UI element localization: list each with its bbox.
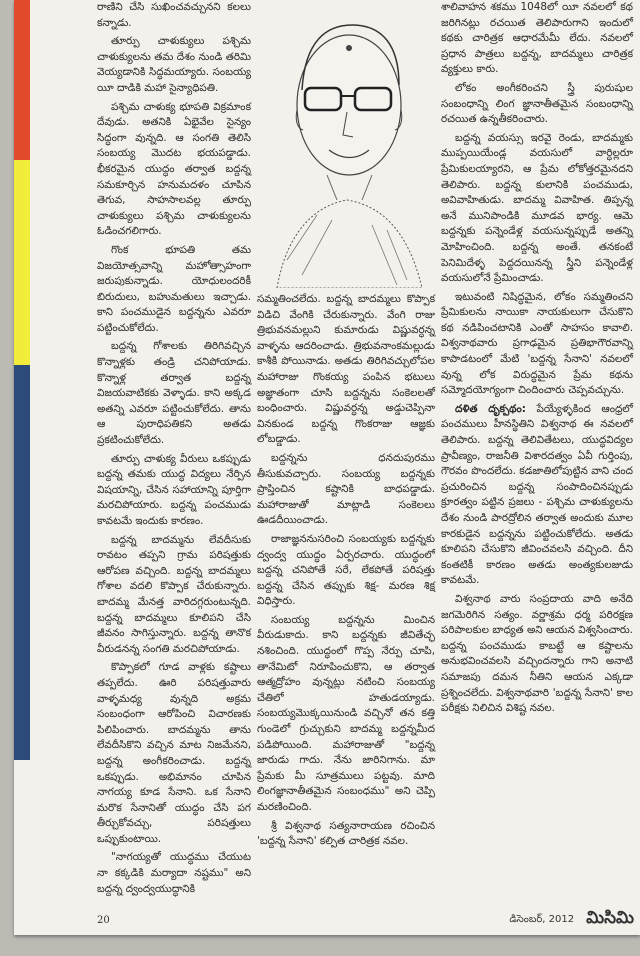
paragraph bbox=[441, 402, 633, 589]
paragraph: కొప్పాకలో గూడ వాళ్లకు కష్టాలు తప్పలేదు. ఊరి పరిషత్తువారు వాళ్ళమధ్య వున్నది అక్రమ సంబంధంగా ఆరోపించి విచారణకు పిలిపించారు. బాదమ్మను తాను లేవదీసికొని వచ్చిన మాట నిజమేనని, బద్దన్న అంగీకరించాడు. బద్దన్న ఒకప్పుడు. అభిమానం చూపిన నాగయ్య కూడ సేనాని. ఒక సేనాని మరొక సేనానితో యుద్ధం చేసి పగ తీర్చుకోవచ్చు, పరిషత్తులు ఒప్పుకుంటాయి. bbox=[97, 661, 251, 845]
color-strip-yellow bbox=[14, 160, 30, 365]
section-heading: దళిత దృక్పథం: bbox=[455, 402, 526, 415]
page-footer bbox=[97, 908, 634, 932]
paragraph: బద్దన్నను ధనదుపురము తీసుకువచ్చారు. సంబయ్య బద్దన్నకు ప్రాప్తించిన కష్టానికి బాధపడ్డాడు. మహారాజుతో మాట్లాడి సంకెలలు ఊడదీయించాడు. bbox=[257, 451, 435, 527]
paragraph: బద్దన్న వయస్సు ఇరవై రెండు, బాదమ్మకు ముప్పయియేండ్ల వయసులో వార్ధిల్లరూ ప్రేమికులయ్యారని, ఆ ప్రేమ లోకోత్తరమైనదని తెలిపారు. బద్దన్న కులానికి పంచముడు, అవివాహితుడు. బాదమ్మ వివాహిత. తిప్పన్న అనే మునిపాండికి మూడవ భార్య. ఆమె బద్దన్నకు పన్నెండేళ్ల వయసున్నప్పుడే అతన్ని మోహించింది. బద్దన్న అంతే. తనకంటే పెనిమిదేళ్ళ పెద్దదయినన్న స్త్రీని పన్నెండేళ్ల వయసులోనే ప్రేమించాడు. bbox=[441, 131, 633, 285]
paragraph: రాజాజ్ఞననుసరించి సంబయ్యకు బద్దన్నకు ద్వంద్వ యుద్ధం ఏర్పరచారు. యుద్ధంలో బద్దన్న చనిపోతే సరే, లేకపోతే పరిషత్తు బద్దన్న చేసిన తప్పుకు శిక్ష- మరణ శిక్ష విధిస్తారు. bbox=[257, 532, 435, 608]
paragraph: తూర్పు చాళుక్య వీరులు ఒకప్పుడు బద్దన్న తమకు యుద్ధ విద్యలు నేర్పిన విషయాన్ని, చేసిన సహాయాన్ని పూర్తిగా మరచిపోయారు. బద్దన్న పంచముడు కావటమే ఇందుకు కారణం. bbox=[97, 452, 251, 527]
paragraph: శాలివాహన శకము 1048లో యీ నవలలో కథ జరిగినట్లు రచయిత తెలిపారుగాని ఇందులో కథకు చారిత్రక ఆధారమేమీ లేదు. నవలలో ప్రధాన పాత్రలు బద్దన్న, బాదమ్మలు చారిత్రక వ్యక్తులు కారు. bbox=[441, 1, 633, 76]
paragraph: బద్దన్న బాదమ్మను లేవదీసుకు రావటం తప్పని గ్రామ పరిషత్తుకు ఆరోపణ వచ్చింది. బద్దన్న బాదమ్మలు గోశాల వదలి కొప్పాక చేరుకున్నారు. బాదమ్మ మేనత్త వారిదగ్గరుంటున్నది. బద్దన్న బాదమ్మలు కూలిపని చేసి జీవనం సాగిస్తున్నారు. బద్దన్న తానొక వీరుడనన్న సంగతి మరచిపోయాడు. bbox=[97, 533, 251, 655]
middle-column bbox=[257, 292, 435, 850]
paragraph: విశ్వనాథ వారు సంప్రదాయ వాది అనేది జగమెరిగిన సత్యం. వర్ణాశ్రమ ధర్మ పరిరక్షణ పరిపాలకుల బాధ్యత అని ఆయన విశ్వసించారు. బద్దన్న పంచముడు కాబట్టే ఆ కష్టాలను అనుభవించవలసి వచ్చిందన్నారు గాని అనాటి సమాజపు దమన నీతిని ఆయన ఎక్కడా ప్రశ్నించలేదు. విశ్వనాథవారి 'బద్దన్న సేనాని' కాల పరీక్షకు నిలిచిన విశిష్ట నవల. bbox=[441, 592, 633, 715]
paragraph: రాణిని చేసి సుఖించవచ్చునని కలలు కన్నాడు. bbox=[97, 1, 251, 29]
author-portrait-sketch bbox=[257, 0, 435, 288]
paragraph: సంబయ్య బద్దన్నను మించిన వీరుడుకాదు. కాని బద్దన్నకు జీవితేచ్ఛ నశించింది. యుద్ధంలో గొప్ప నేర్పు చూపి, తానేమిటో నిరూపించుకొని, ఆ తర్వాత ఆత్మద్రోహం వున్నట్లు నటించి సంబయ్య చేతిలో హతుడయ్యాడు. సంబయ్యమొక్కయినుండి వచ్చినో తన కత్తి గుండెలో గ్రుచ్చుకుని బాదమ్మ బద్దన్నమీద పడిపోయింది. మహారాజుతో "బద్దన్న జారుడు గాదు. నేను జారినిగాను. మా ప్రేమకు మీ సూత్రములు పట్టవు. మాది లింగజ్ఞానాతీతమైన సంబంధము" అని చెప్పి మరణించింది. bbox=[257, 613, 435, 813]
left-column bbox=[97, 0, 251, 900]
color-strip-red bbox=[14, 0, 30, 160]
paragraph: శ్రీ విశ్వనాథ సత్యనారాయణ రచించిన 'బద్దన్న సేనాని' కల్పిత చారిత్రక నవల. bbox=[257, 819, 435, 848]
paragraph: ఇటువంటి నిషిద్ధమైన, లోకం సమ్మతించని ప్రేమికులను నాయికా నాయకులుగా చేసుకొని కథ నడిపించటానికి ఎంతో సాహసం కావాలి. విశ్వనాథవారు ప్రగాఢమైన ప్రతిభాగౌరవాన్ని కాపాడటంలో మేటి 'బద్దన్న సేనాని' నవలలో వున్న లోక విరుద్ధమైన ప్రేమ కథను సమ్మోదయోగ్యంగా చిందించారు చెప్పవచ్చును. bbox=[441, 290, 633, 397]
color-strip-blue bbox=[14, 365, 30, 760]
paragraph: తూర్పు చాళుక్యులు పశ్చిమ చాళుక్యులను తమ దేశం నుండి తరిమి వెయ్యడానికి సిద్ధమయ్యారు. సంబయ్య యీ దాడికి మహా సైన్యాధిపతి. bbox=[97, 35, 251, 94]
paragraph: "నాగయ్యతో యుద్ధము చేయుట నా కక్కడికి మర్యాదా నష్టము" అని బద్దన్న ద్వంద్వయుద్ధానికి bbox=[97, 851, 251, 895]
right-column bbox=[441, 0, 633, 720]
text-columns bbox=[97, 0, 634, 900]
magazine-logo: మిసిమి bbox=[586, 908, 634, 929]
middle-area bbox=[257, 0, 435, 853]
paragraph: సమ్మతించలేదు. బద్దన్న బాదమ్మలు కొప్పాక విడిచి వేంగికి చేరుకున్నారు. వేంగి రాజు త్రిభువనమల్లుని కుమారుడు విష్ణువర్ధన్న వాళ్ళను ఆదరించాడు. త్రిభువనాంకమల్లుడు కాశీకి పోయినాడు. అతడు తిరిగివచ్చులోపల మహారాజు గొంకయ్య పంపిన భటులు అజ్ఞాతంగా చూసి బద్దన్నను సంకెలలతో బంధించారు. విష్ణువర్ధన్న అడ్డుచెప్పినా వినకుండ బద్దన్న గొంకరాజు ఆజ్ఞకు లోబడ్డాడు. bbox=[257, 293, 435, 446]
paragraph-text: పేయ్యేళ్ళకింద ఆంధ్రలో పంచములు హీనస్థితిని విశ్వనాథ ఈ నవలలో తెలిపారు. బద్దన్న తెలివితేటలు, యుద్ధవిద్యల ప్రావీణ్యం, రాజనీతి విశారదత్వం ఏవీ గుర్తింపు, గౌరవం పొందలేదు. కడజాతిలోపుట్టిన వాని చంద ప్రచురించిన బద్దన్న సంపాదించినప్పుడు క్రూరత్వం పట్టిన ప్రజలు - పశ్చిమ చాళుక్యులను దేశం నుండి పారద్రోలిన తర్వాత అందుకు మూల కారకుడైన బద్దన్నను పట్టించుకోలేదు. అతడు కూలిపని చేసుకొని జీవించవలసి వచ్చింది. దీని కంతటికీ కారణం అతడు అంత్యకులజుడు కావటమే. bbox=[441, 402, 633, 587]
paragraph: పశ్చిమ చాళుక్య భూపతి విక్రమాంక దేవుడు. అతనికి ఏభైవేల సైన్యం సిద్ధంగా వున్నది. ఆ సంగతి తెలిసి సంబయ్య మొదట భయపడ్డాడు. భీకరమైన యుద్ధం తర్వాత బద్దన్న సమకూర్చిన హనుమదళం చూపిన తెగువ, సాహసాలవల్ల తూర్పు చాళుక్యులు పశ్చిమ చాళుక్యులను ఓడించగలిగారు. bbox=[97, 100, 251, 238]
paragraph: బద్దన్న గోశాలకు తిరిగివచ్చిన కొన్నాళ్లకు తండ్రి చనిపోయాడు. కొన్నాళ్ల తర్వాత బద్దన్న విజయవాటికకు వెళ్ళాడు. కాని అక్కడ అతన్ని ఎవరూ పట్టించుకోలేదు. తాను ఆ పురాధిపతికని అతడు ప్రకటించుకోలేదు. bbox=[97, 340, 251, 447]
paragraph: లోకం అంగీకరించని స్త్రీ పురుషుల సంబంధాన్ని లింగ జ్ఞానాతీతమైన సంబంధాన్ని రచయిత ఉన్నతీకరించారు. bbox=[441, 81, 633, 126]
issue-date: డిసెంబర్, 2012 bbox=[509, 914, 575, 926]
page-content bbox=[97, 0, 634, 956]
page-number: 20 bbox=[97, 914, 110, 926]
paragraph: గొంక భూపతి తమ విజయోత్సవాన్ని మహోత్సాహంగా జరుపుకున్నాడు. యోధులందరికీ బిరుదులు, బహుమతులు ఇచ్చాడు. కాని పంచముడైన బద్దన్నను ఎవరూ పట్టించుకోలేదు. bbox=[97, 243, 251, 334]
